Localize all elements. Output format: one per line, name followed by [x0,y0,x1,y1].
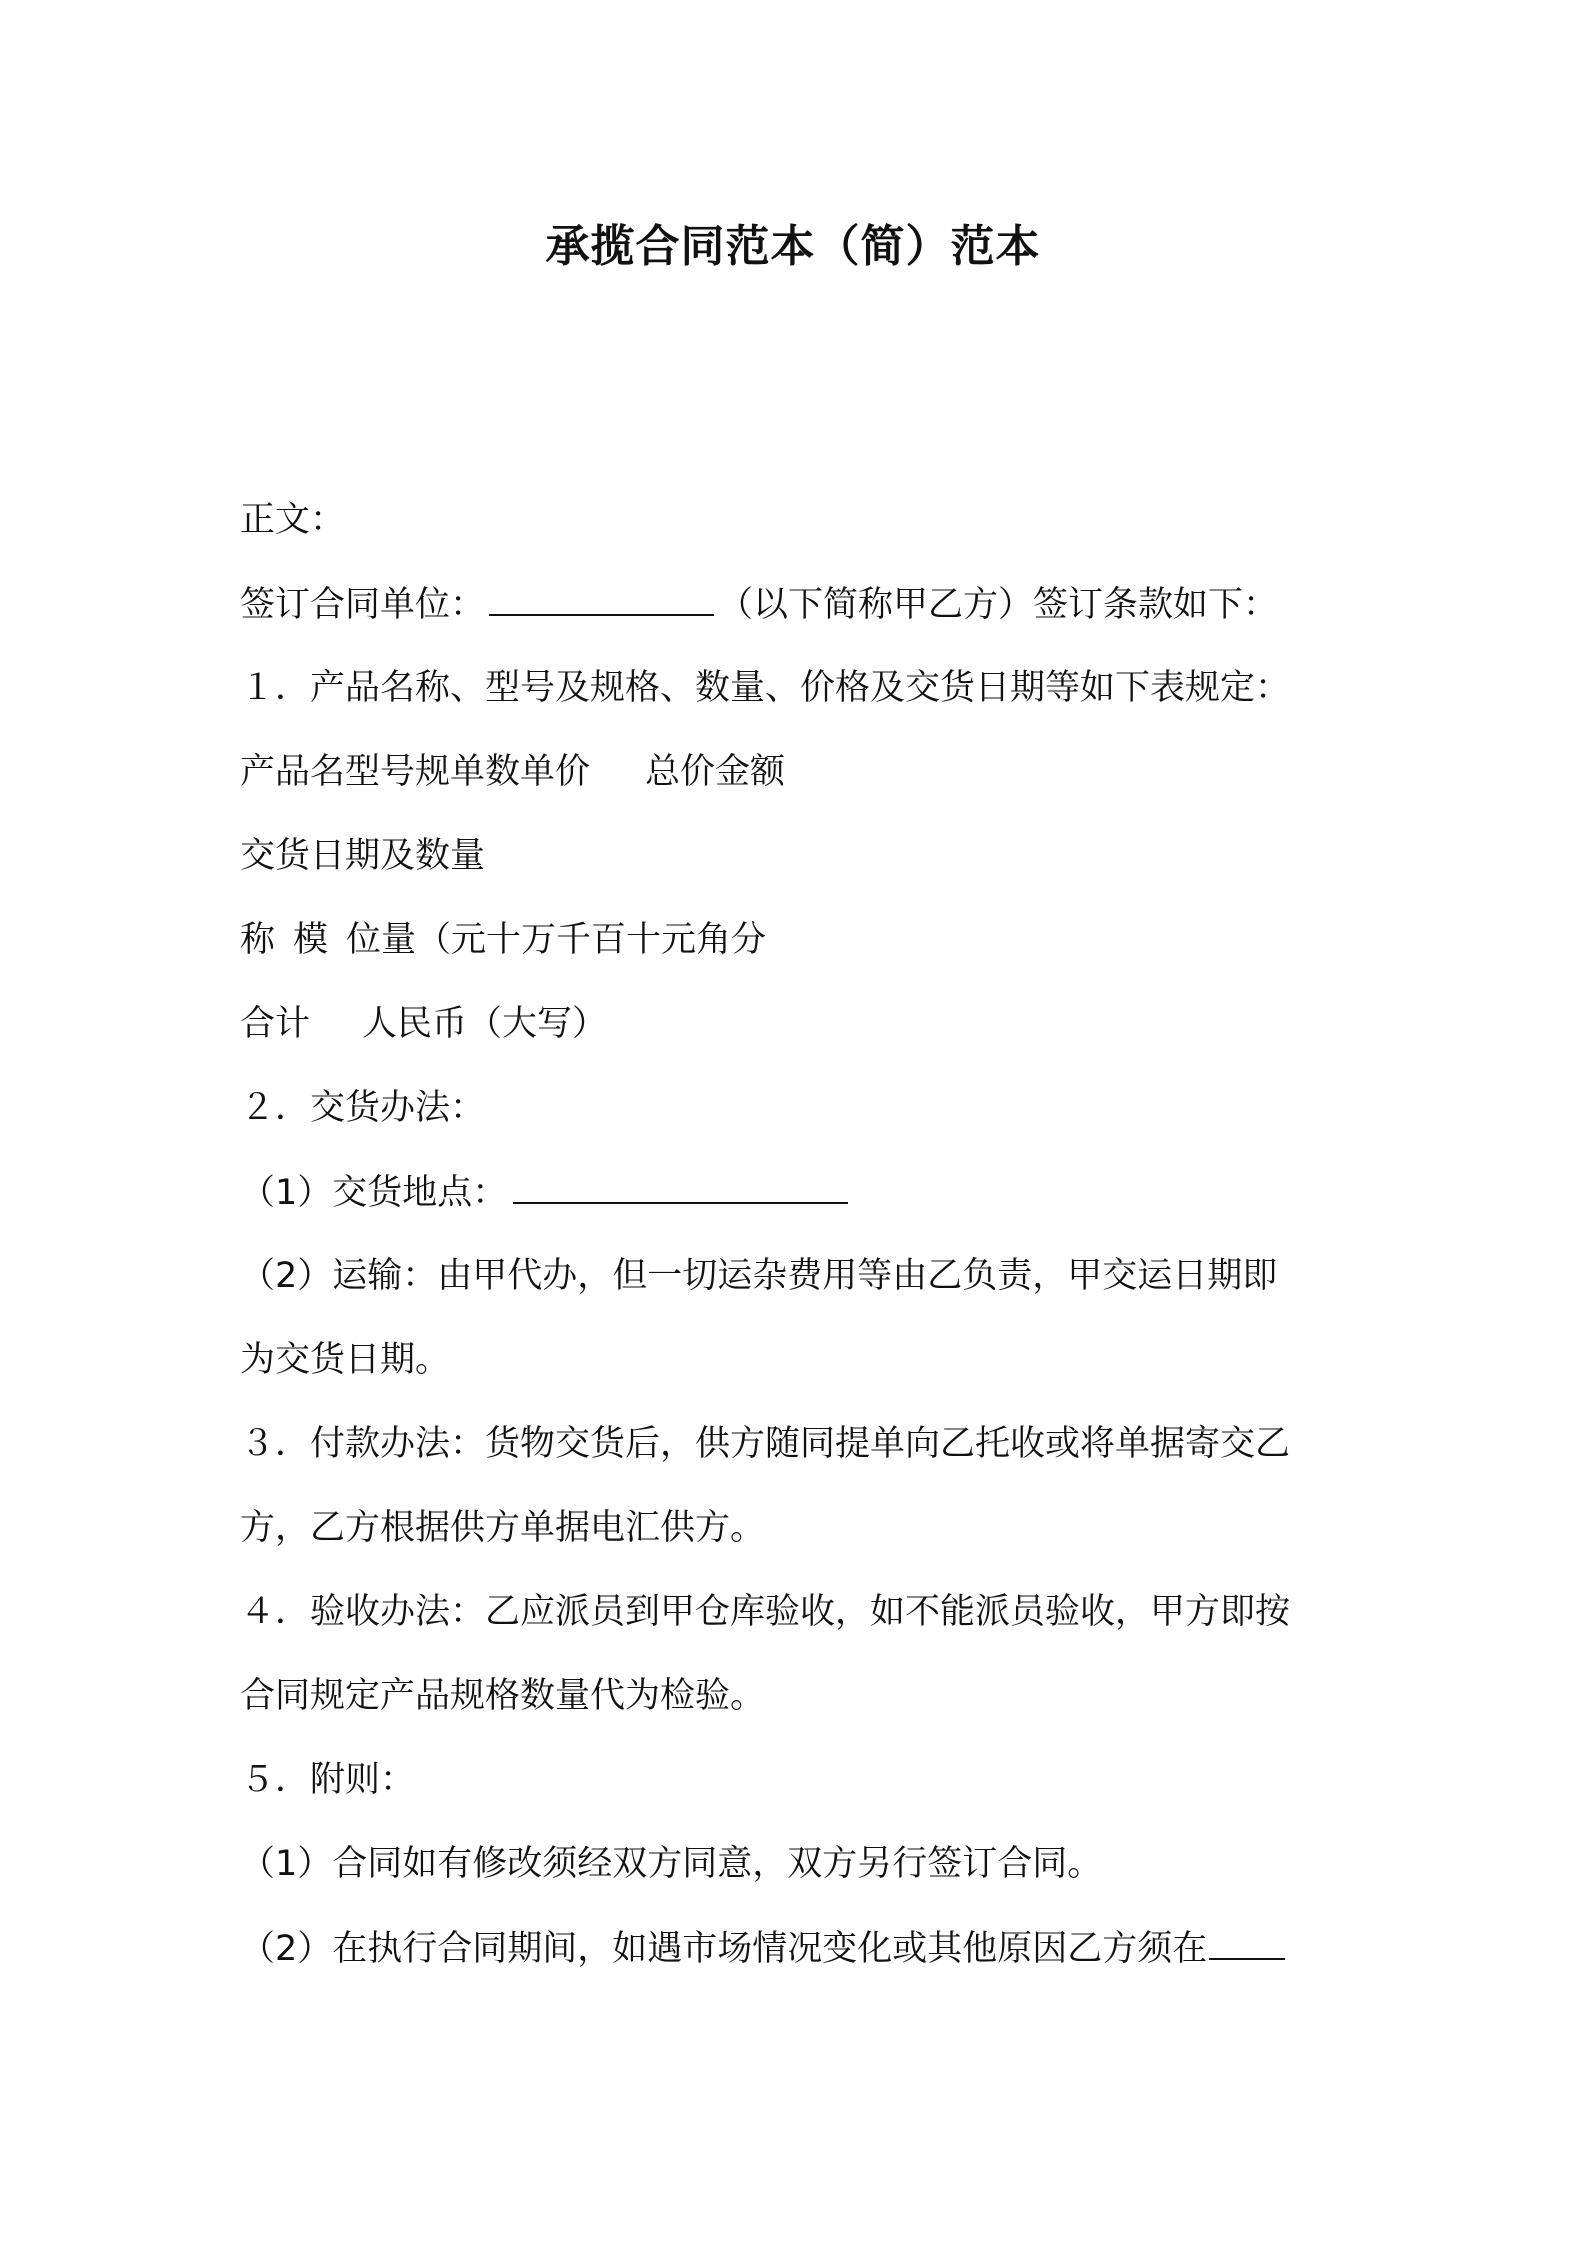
total-label: 合计 [240,1004,311,1044]
clause-3-line-2: 方，乙方根据供方单据电汇供方。 [240,1508,766,1548]
table-header-left: 产品名型号规单数单价 [240,752,591,792]
delivery-qty-line: 交货日期及数量 [240,836,486,876]
signing-label: 签订合同单位： [240,585,486,625]
clause-5-2 [240,1918,1360,2002]
clause-4-line-2: 合同规定产品规格数量代为检验。 [240,1676,766,1716]
delivery-location-label: （1）交货地点： [240,1173,508,1213]
clause-3-line-1: ３．付款办法：货物交货后，供方随同提单向乙托收或将单据寄交乙 [240,1424,1291,1464]
delivery-location-blank [513,1162,848,1204]
clause-5-2-text: （2）在执行合同期间，如遇市场情况变化或其他原因乙方须在 [240,1929,1208,1969]
clause-2: ２．交货办法： [240,1088,486,1128]
clause-2-1 [240,1162,1360,1246]
zhengwen-line: 正文： [240,500,346,540]
clause-4-line-1: ４．验收办法：乙应派员到甲仓库验收，如不能派员验收，甲方即按 [240,1592,1291,1632]
clause-2-2-line-1: （2）运输：由甲代办，但一切运杂费用等由乙负责，甲交运日期即 [240,1256,1278,1296]
clause-5: ５．附则： [240,1760,416,1800]
clause-2-2-line-2: 为交货日期。 [240,1340,451,1380]
days-blank [1209,1918,1285,1960]
clause-1: １．产品名称、型号及规格、数量、价格及交货日期等如下表规定： [240,668,1291,708]
total-value: 人民币（大写） [362,1004,608,1044]
units-row [240,910,1360,994]
document-body [240,490,1360,2002]
table-header-line [240,742,1360,826]
signing-line [240,574,1360,658]
signing-after-text: （以下简称甲乙方）签订条款如下： [718,585,1279,625]
clause-5-1: （1）合同如有修改须经双方同意，双方另行签订合同。 [240,1844,1103,1884]
table-header-right: 总价金额 [645,752,786,792]
document-title: 承揽合同范本（简）范本 [545,221,1041,272]
units-row-a: 称 [240,920,276,960]
signing-party-blank [489,574,714,616]
units-row-c: 位量（元十万千百十元角分 [346,920,767,960]
total-row [240,994,1360,1078]
units-row-b: 模 [293,920,329,960]
